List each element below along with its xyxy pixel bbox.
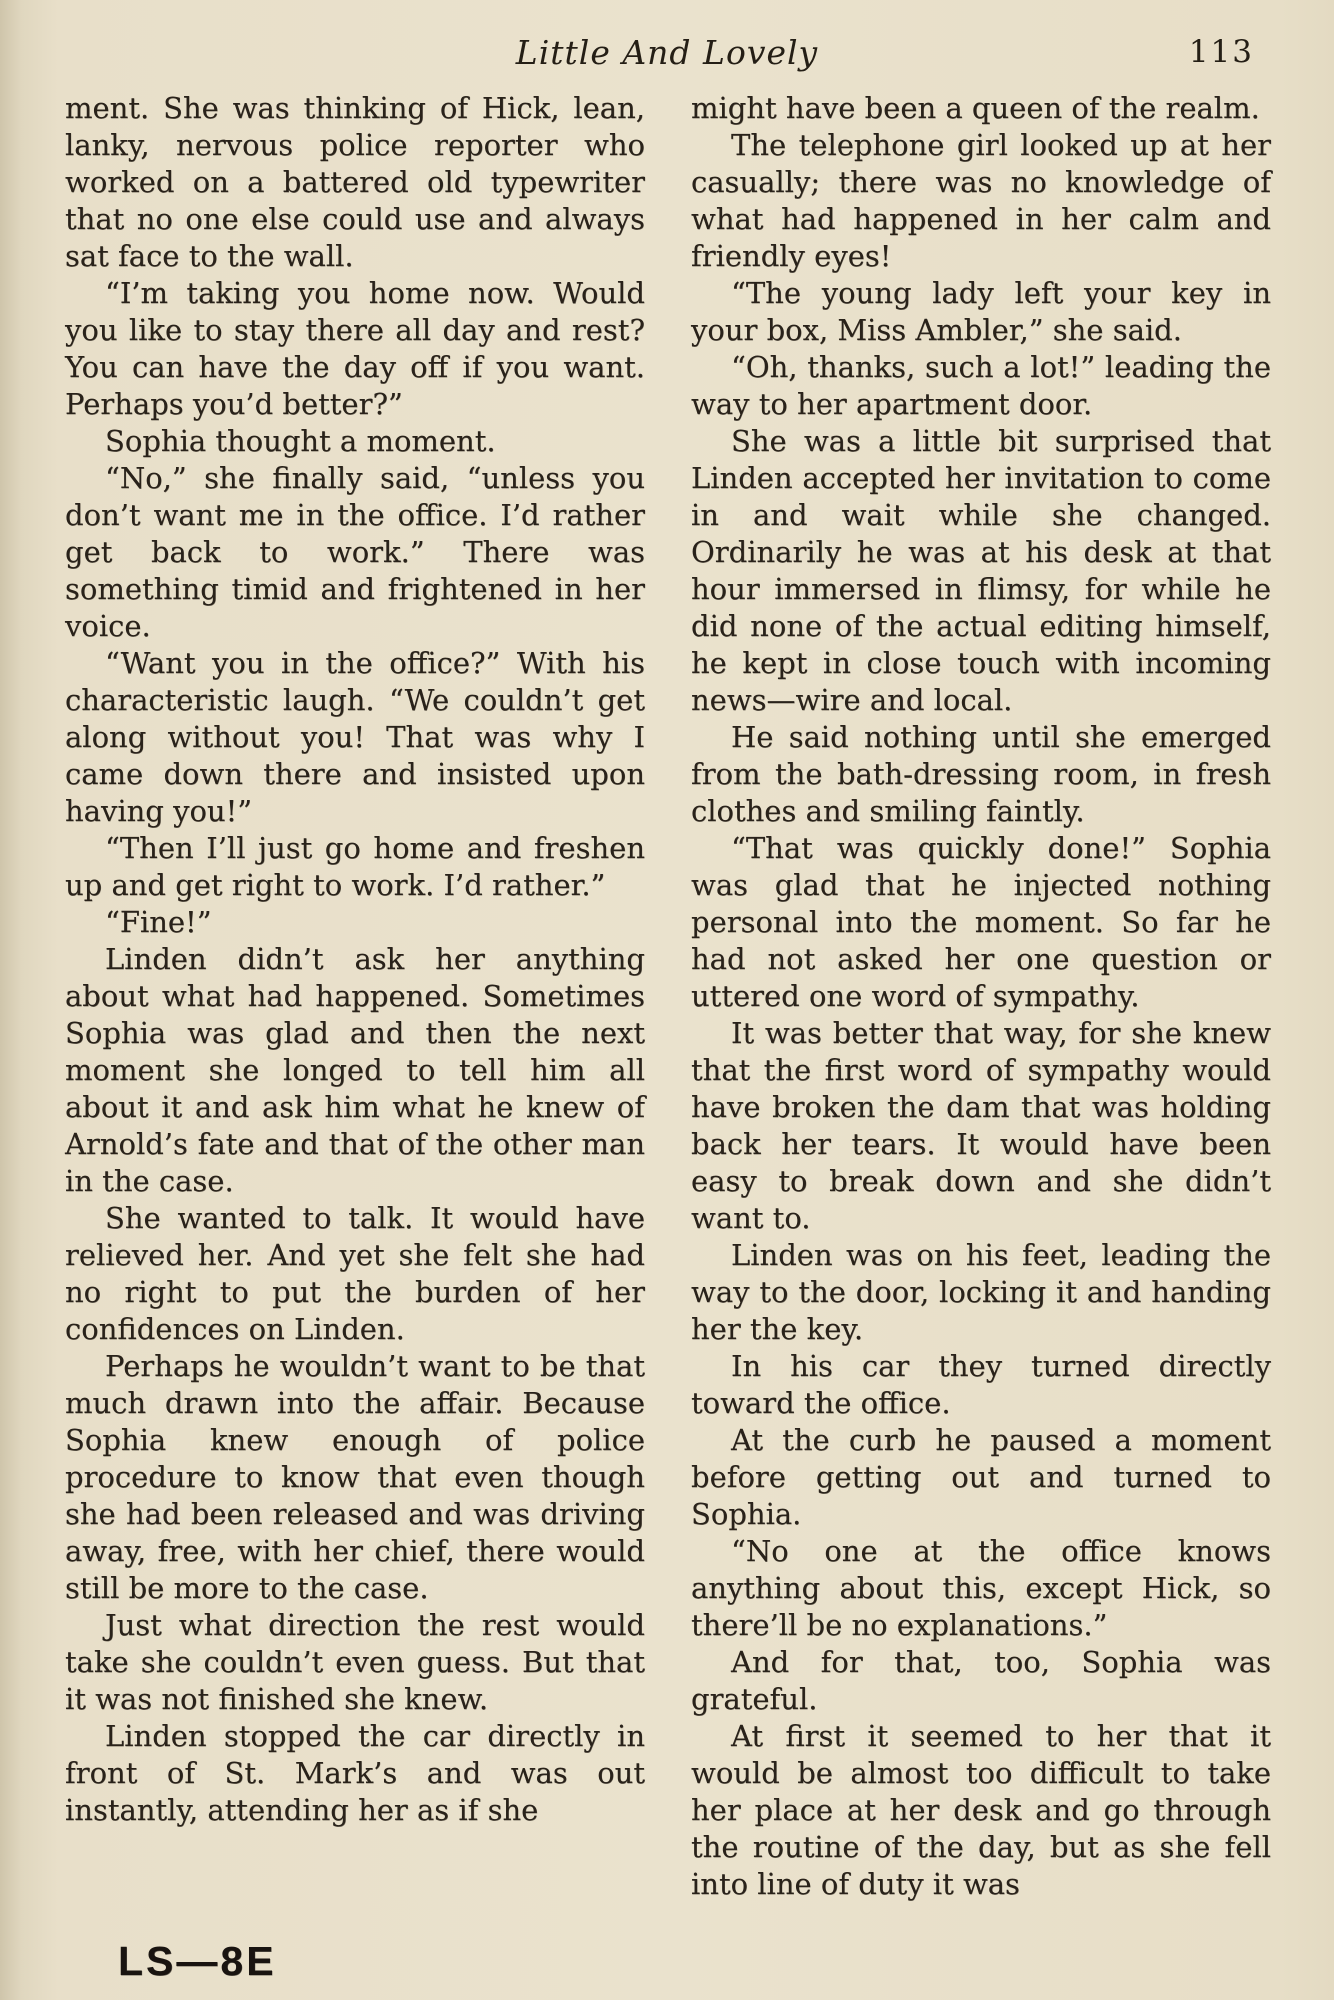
paragraph: He said nothing until she emerged from the bath-dressing room, in fresh clothes and smiling faintly. (691, 720, 1271, 828)
paragraph: Linden was on his feet, leading the way to the door, locking it and handing her the key. (691, 1238, 1271, 1346)
running-title: Little And Lovely (515, 33, 819, 72)
paragraph: She wanted to talk. It would have relieved her. And yet she felt she had no right to put the burden of her confidences on Linden. (65, 1201, 645, 1346)
paragraph: “Oh, thanks, such a lot!” leading the way to her apartment door. (691, 350, 1271, 421)
paragraph: might have been a queen of the realm. (691, 91, 1260, 125)
paragraph: “Fine!” (105, 905, 212, 939)
paragraph: “I’m taking you home now. Would you like to stay there all day and rest? You can have the day off if you want. Perhaps you’d better?” (65, 276, 645, 421)
page-number: 113 (1188, 34, 1254, 70)
paragraph: “Want you in the office?” With his characteristic laugh. “We couldn’t get along without you! That was why I came down there and insisted upon having you!” (65, 646, 645, 828)
paragraph: At first it seemed to her that it would be almost too difficult to take her place at her desk and go through the routine of the day, but as she fell into line of duty it was (691, 1719, 1271, 1901)
paragraph: Just what direction the rest would take she couldn’t even guess. But that it was not finished she knew. (65, 1608, 645, 1716)
text-columns (65, 90, 1271, 1903)
paragraph: “The young lady left your key in your box, Miss Ambler,” she said. (691, 276, 1271, 347)
paragraph: Perhaps he wouldn’t want to be that much drawn into the affair. Because Sophia knew enough of police procedure to know that even though she had been released and was driving away, free, with her chief, there would still be more to the case. (65, 1349, 645, 1605)
paragraph: “That was quickly done!” Sophia was glad that he injected nothing personal into the moment. So far he had not asked her one question or uttered one word of sympathy. (691, 831, 1271, 1013)
paragraph: The telephone girl looked up at her casually; there was no knowledge of what had happened in her calm and friendly eyes! (691, 128, 1271, 273)
paragraph: And for that, too, Sophia was grateful. (691, 1645, 1271, 1716)
paragraph: ment. She was thinking of Hick, lean, lanky, nervous police reporter who worked on a battered old typewriter that no one else could use and always sat face to the wall. (65, 91, 645, 273)
paragraph: At the curb he paused a moment before getting out and turned to Sophia. (691, 1423, 1271, 1531)
paragraph: “No,” she finally said, “unless you don’t want me in the office. I’d rather get back to work.” There was something timid and frightened in her voice. (65, 461, 645, 643)
paragraph: “Then I’ll just go home and freshen up and get right to work. I’d rather.” (65, 831, 645, 902)
paragraph: Sophia thought a moment. (105, 424, 496, 458)
printers-mark: LS—8E (118, 1938, 277, 1984)
paragraph: In his car they turned directly toward the office. (691, 1349, 1271, 1420)
left-column (65, 90, 645, 1903)
paragraph: “No one at the office knows anything about this, except Hick, so there’ll be no explanations.” (691, 1534, 1271, 1642)
paragraph: Linden stopped the car directly in front of St. Mark’s and was out instantly, attending her as if she (65, 1719, 645, 1827)
right-column (691, 90, 1271, 1903)
paragraph: It was better that way, for she knew that the first word of sympathy would have broken the dam that was holding back her tears. It would have been easy to break down and she didn’t want to. (691, 1016, 1271, 1235)
page-header (0, 33, 1334, 72)
paragraph: Linden didn’t ask her anything about what had happened. Sometimes Sophia was glad and then the next moment she longed to tell him all about it and ask him what he knew of Arnold’s fate and that of the other man in the case. (65, 942, 645, 1198)
paragraph: She was a little bit surprised that Linden accepted her invitation to come in and wait while she changed. Ordinarily he was at his desk at that hour immersed in flimsy, for while he did none of the actual editing himself, he kept in close touch with incoming news—wire and local. (691, 424, 1271, 717)
